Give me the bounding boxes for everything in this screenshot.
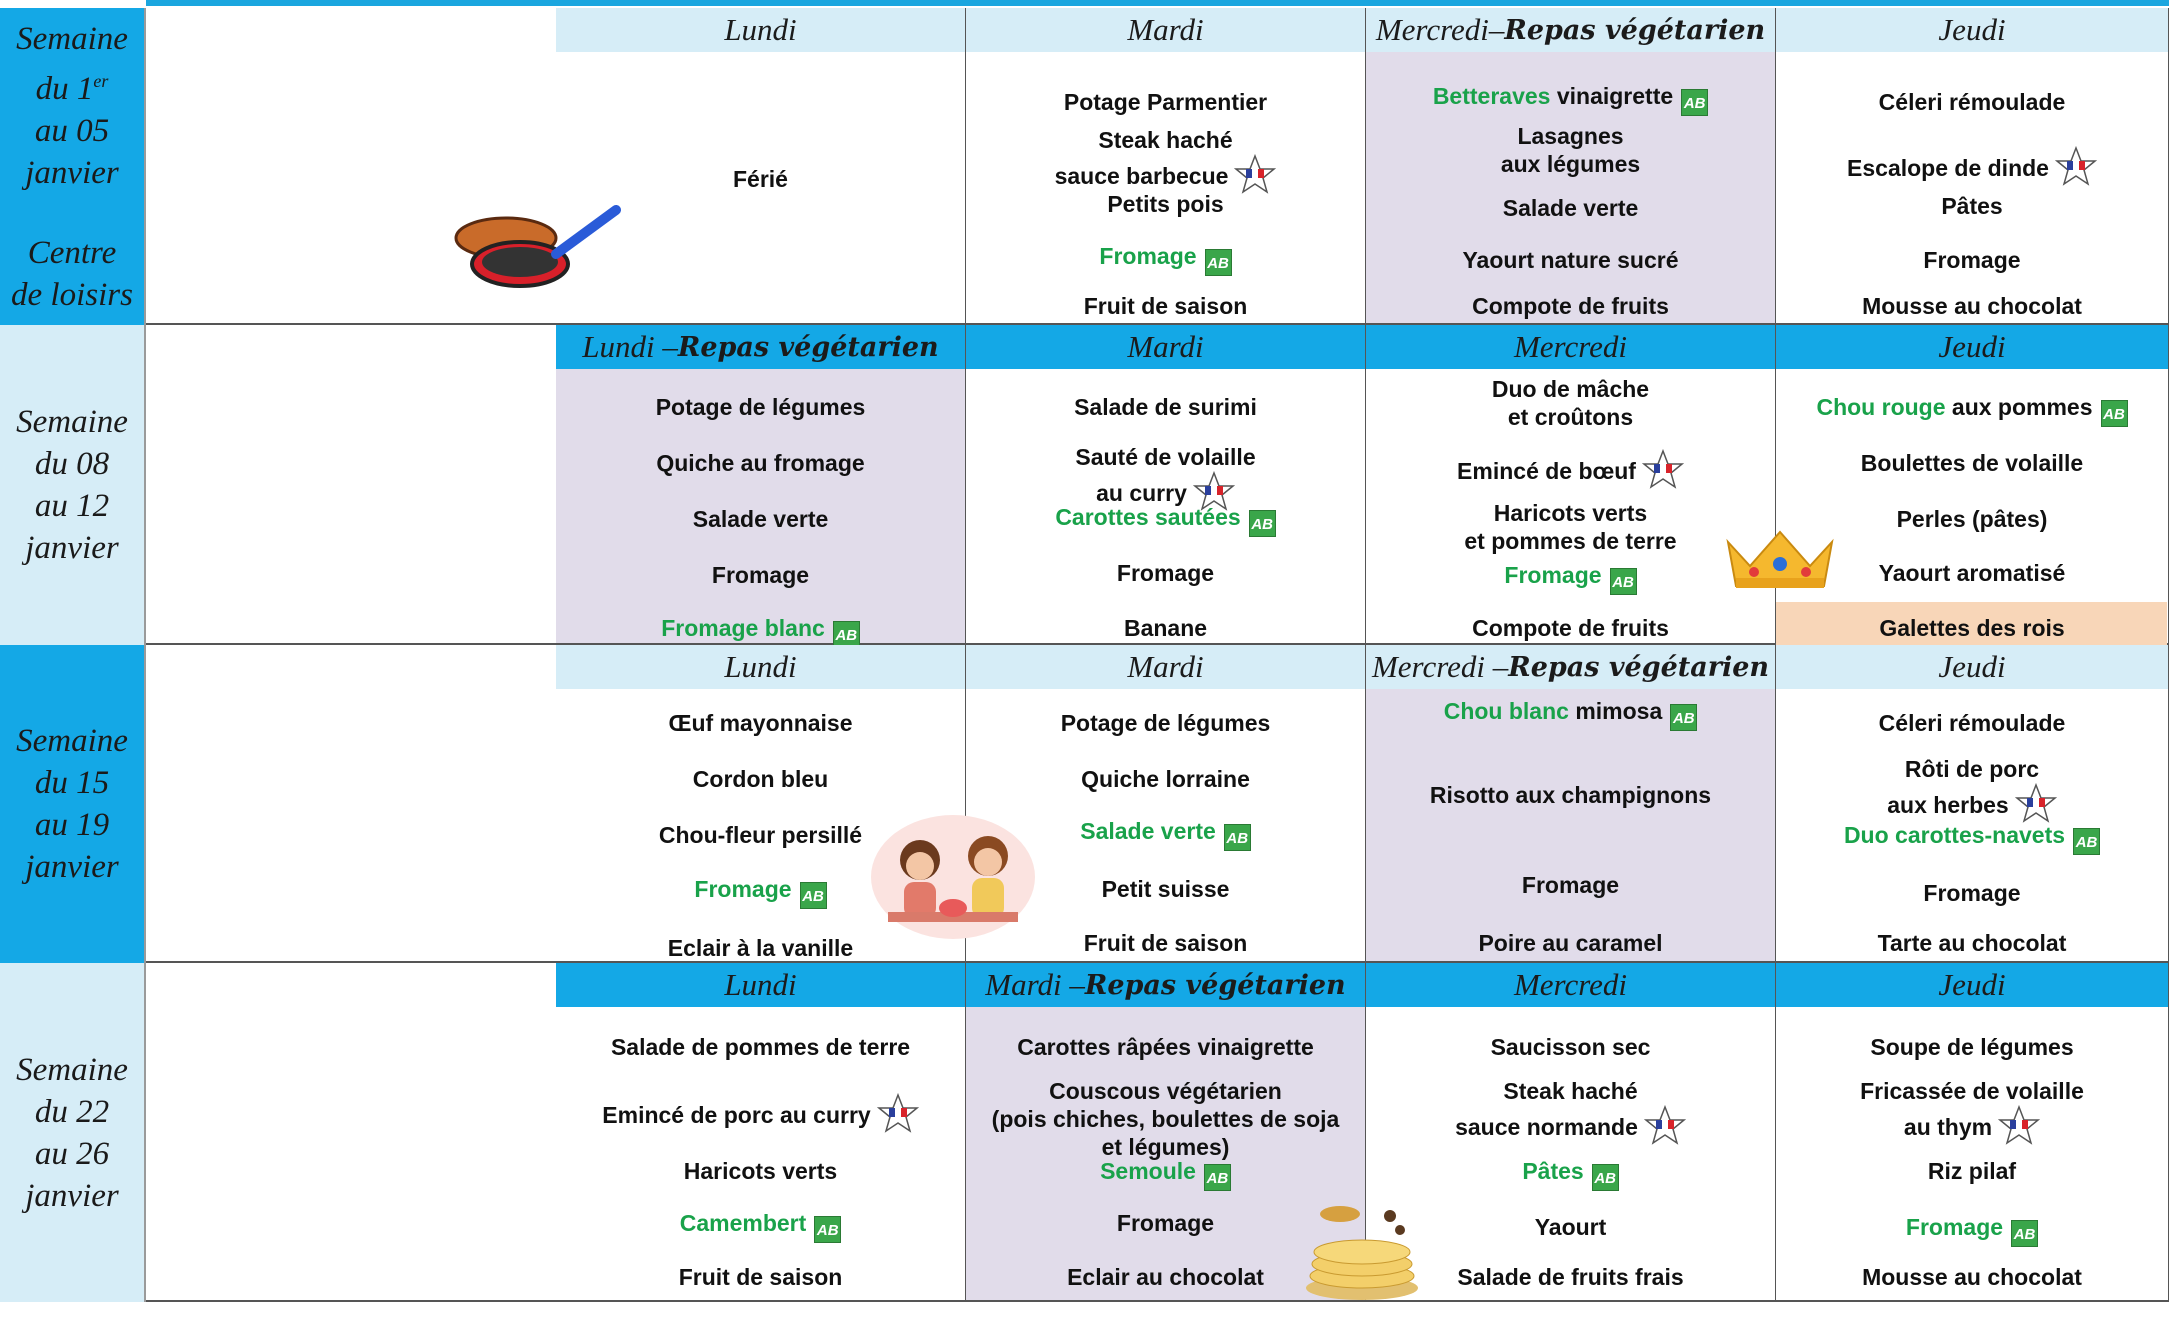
- menu-item: [1366, 122, 1775, 178]
- menu-item-text: Fromage: [1905, 1214, 2004, 1240]
- menu-item-text: Saucisson sec: [1490, 1034, 1651, 1060]
- top-bar: [146, 0, 2169, 6]
- menu-item: [556, 1093, 965, 1133]
- day-header: Jeudi: [1776, 963, 2169, 1007]
- menu-item: [1776, 449, 2168, 477]
- day-name: Mercredi–: [1375, 12, 1505, 47]
- week-label-line: du 1er: [35, 70, 109, 107]
- bio-ab-icon: AB: [1249, 510, 1276, 537]
- menu-item-text: et croûtons: [1507, 404, 1634, 430]
- menu-item-text: Céleri rémoulade: [1878, 710, 2066, 736]
- menu-item-text: Emincé de bœuf: [1457, 458, 1636, 484]
- menu-item: [966, 242, 1365, 276]
- menu-item: [1776, 88, 2168, 116]
- day-column: [1366, 369, 1776, 643]
- menu-item: [1366, 499, 1775, 555]
- menu-item-text: Haricots verts: [1493, 500, 1648, 526]
- bio-ab-icon: AB: [1205, 249, 1232, 276]
- week-label-line: au 12: [34, 488, 110, 524]
- menu-item: [556, 449, 965, 477]
- day-header: Lundi: [556, 963, 966, 1007]
- menu-item-text: Soupe de légumes: [1870, 1034, 2074, 1060]
- day-name: Mercredi –: [1371, 649, 1509, 684]
- bio-ab-icon: AB: [2073, 828, 2100, 855]
- menu-item: [966, 709, 1365, 737]
- menu-item: [1776, 821, 2168, 855]
- menu-item-text: Fromage: [1521, 872, 1620, 898]
- menu-item-text: Férié: [733, 166, 788, 192]
- menu-item-text: Fromage blanc: [661, 615, 825, 641]
- menu-item: [556, 1263, 965, 1291]
- crown-icon: [1724, 528, 1836, 590]
- menu-item-text: Chou-fleur persillé: [658, 822, 863, 848]
- bio-ingredient: Chou rouge: [1816, 394, 1946, 420]
- menu-item: [966, 765, 1365, 793]
- menu-item-text: Boulettes de volaille: [1860, 450, 2084, 476]
- bio-ab-icon: AB: [2101, 400, 2128, 427]
- week-block: [0, 645, 2169, 963]
- menu-item-text: Poire au caramel: [1478, 930, 1663, 956]
- menu-item: [1776, 246, 2168, 274]
- menu-item-text: Céleri rémoulade: [1878, 89, 2066, 115]
- menu-item-text: Mousse au chocolat: [1862, 1264, 2082, 1290]
- menu-item-text: (pois chiches, boulettes de soja: [991, 1106, 1340, 1132]
- week-label-line: janvier: [25, 849, 119, 885]
- menu-item-text: Semoule: [1100, 1158, 1196, 1184]
- day-column: [1776, 369, 2169, 643]
- menu-item: [1366, 871, 1775, 899]
- menu-item: [1776, 929, 2168, 957]
- menu-item-text: Lasagnes: [1517, 123, 1624, 149]
- menu-item-text: Petit suisse: [1101, 876, 1230, 902]
- menu-item: [556, 1033, 965, 1061]
- menu-item-text: Quiche au fromage: [656, 450, 865, 476]
- menu-item-text: mimosa: [1568, 698, 1663, 724]
- day-name: Lundi –: [582, 329, 678, 364]
- menu-item-text: Fromage: [694, 876, 792, 902]
- menu-item: [1366, 292, 1775, 320]
- viande-francaise-icon: [1234, 154, 1276, 194]
- menu-item-text: Petits pois: [1107, 191, 1224, 217]
- menu-item-text: Salade verte: [1502, 195, 1639, 221]
- menu-item-text: Duo de mâche: [1491, 376, 1650, 402]
- bio-ingredient: Chou blanc: [1443, 698, 1569, 724]
- menu-item: [966, 393, 1365, 421]
- menu-item: [966, 1157, 1365, 1191]
- menu-item-text: au curry: [1096, 480, 1187, 506]
- day-header: Mercredi: [1366, 325, 1776, 369]
- menu-item-text: Emincé de porc au curry: [602, 1102, 871, 1128]
- menu-item-text: Compote de fruits: [1472, 293, 1669, 319]
- menu-item: [556, 393, 965, 421]
- frying-pan-icon: [448, 200, 628, 296]
- menu-item-text: sauce normande: [1455, 1114, 1638, 1140]
- day-header: Lundi: [556, 8, 966, 52]
- menu-item-text: Fromage: [1504, 562, 1602, 588]
- day-column: [966, 369, 1366, 643]
- menu-item-text: Couscous végétarien: [1049, 1078, 1282, 1104]
- menu-item-text: Pâtes: [1522, 1158, 1584, 1184]
- vegetarian-label: Repas végétarien: [1508, 651, 1770, 683]
- tea-party-illustration: [868, 812, 1038, 942]
- day-header: Jeudi: [1776, 8, 2169, 52]
- menu-item-text: aux pommes: [1945, 394, 2093, 420]
- menu-item: [1776, 1157, 2168, 1185]
- menu-item-text: Duo carottes-navets: [1843, 822, 2066, 848]
- menu-item-text: Escalope de dinde: [1847, 155, 2049, 181]
- menu-item-text: Banane: [1123, 615, 1208, 641]
- menu-item-text: Yaourt: [1534, 1214, 1607, 1240]
- menu-item: [556, 561, 965, 589]
- menu-item: [966, 88, 1365, 116]
- menu-item-text: et pommes de terre: [1464, 528, 1677, 554]
- menu-item-text: Risotto aux champignons: [1429, 782, 1712, 808]
- day-header: [1366, 645, 1776, 689]
- day-header: Mercredi: [1366, 963, 1776, 1007]
- menu-item: [1776, 879, 2168, 907]
- menu-item-text: au thym: [1903, 1114, 1993, 1140]
- menu-item: [1776, 292, 2168, 320]
- menu-item-text: Fruit de saison: [1083, 293, 1248, 319]
- menu-item-text: Yaourt aromatisé: [1878, 560, 2066, 586]
- menu-item: [1776, 1033, 2168, 1061]
- menu-item-text: Quiche lorraine: [1081, 766, 1250, 792]
- day-header: [556, 325, 966, 369]
- week-label: [0, 645, 146, 963]
- menu-item-text: Mousse au chocolat: [1862, 293, 2082, 319]
- day-column: [556, 1007, 966, 1300]
- bio-ab-icon: AB: [1592, 1164, 1619, 1191]
- menu-item: [556, 765, 965, 793]
- bio-ab-icon: AB: [1670, 704, 1697, 731]
- vegetarian-label: Repas végétarien: [1504, 14, 1766, 46]
- day-header: Mardi: [966, 8, 1366, 52]
- menu-item-text: Pâtes: [1941, 193, 2003, 219]
- menu-item-text: Fromage: [1099, 243, 1197, 269]
- menu-item: [1366, 449, 1775, 489]
- day-header: [1366, 8, 1776, 52]
- day-header: Jeudi: [1776, 645, 2169, 689]
- viande-francaise-icon: [2055, 146, 2097, 186]
- menu-item-text: Haricots verts: [683, 1158, 838, 1184]
- menu-item: [556, 165, 965, 193]
- bio-ab-icon: AB: [2011, 1220, 2038, 1247]
- menu-item-text: Galettes des rois: [1879, 615, 2065, 641]
- menu-item-text: Potage de légumes: [655, 394, 866, 420]
- week-label-line: Semaine: [16, 723, 128, 759]
- day-column: [1776, 52, 2169, 323]
- menu-item-text: aux légumes: [1500, 151, 1641, 177]
- menu-item: [1366, 1033, 1775, 1061]
- week-label-line: janvier: [25, 154, 119, 191]
- day-column: [556, 369, 966, 643]
- week-label: [0, 8, 146, 325]
- menu-item: [1366, 781, 1775, 809]
- menu-item: [1776, 192, 2168, 220]
- viande-francaise-icon: [1644, 1105, 1686, 1145]
- menu-item: [1366, 614, 1775, 642]
- menu-item: [966, 443, 1365, 511]
- menu-item-text: Potage Parmentier: [1063, 89, 1268, 115]
- menu-item: [1366, 1077, 1775, 1145]
- day-column: [966, 52, 1366, 323]
- menu-item-text: Fromage: [1923, 880, 2021, 906]
- menu-item: [1366, 561, 1775, 595]
- menu-item-text: aux herbes: [1887, 792, 2009, 818]
- day-header: Mardi: [966, 325, 1366, 369]
- menu-item-text: Eclair à la vanille: [667, 935, 854, 961]
- week-label-line: du 15: [34, 765, 110, 801]
- viande-francaise-icon: [1642, 449, 1684, 489]
- menu-item: [1366, 246, 1775, 274]
- day-column: [1366, 1007, 1776, 1300]
- menu-item-text: Fruit de saison: [678, 1264, 843, 1290]
- menu-item-text: Fromage: [1116, 1210, 1215, 1236]
- menu-item-text: Steak haché: [1503, 1078, 1638, 1104]
- menu-item: [1776, 614, 2168, 642]
- day-header: Lundi: [556, 645, 966, 689]
- menu-item: [966, 1033, 1365, 1061]
- menu-item-text: Tarte au chocolat: [1877, 930, 2067, 956]
- week-label-line: au 26: [34, 1135, 110, 1172]
- menu-item: [966, 503, 1365, 537]
- menu-item-text: Fromage: [711, 562, 810, 588]
- bio-ab-icon: AB: [833, 621, 860, 648]
- week-label: [0, 963, 146, 1302]
- menu-item-text: Fromage: [1923, 247, 2021, 273]
- menu-item: [1366, 1213, 1775, 1241]
- week-label-line: du 08: [34, 446, 110, 482]
- menu-item: [556, 1157, 965, 1185]
- bio-ab-icon: AB: [800, 882, 827, 909]
- week-label: [0, 325, 146, 645]
- bio-ab-icon: AB: [814, 1216, 841, 1243]
- viande-francaise-icon: [877, 1093, 919, 1133]
- bio-ab-icon: AB: [1681, 89, 1708, 116]
- menu-item-text: Eclair au chocolat: [1067, 1264, 1264, 1290]
- week-label-line: au 05: [34, 112, 110, 149]
- week-label-line: Centre: [27, 234, 117, 271]
- menu-item-text: Salade de surimi: [1074, 394, 1257, 420]
- menu-item: [1366, 82, 1775, 116]
- menu-item-text: et légumes): [1101, 1134, 1230, 1160]
- week-label-line: du 22: [34, 1093, 110, 1130]
- viande-francaise-icon: [2015, 783, 2057, 823]
- menu-item: [1776, 1077, 2168, 1145]
- week-block: [0, 325, 2169, 645]
- menu-item: [556, 709, 965, 737]
- day-column: [1776, 689, 2169, 961]
- menu-item-text: Salade de pommes de terre: [610, 1034, 911, 1060]
- menu-item: [966, 190, 1365, 218]
- menu-item-text: Salade verte: [1080, 818, 1216, 844]
- menu-item: [966, 126, 1365, 194]
- menu-item: [1776, 1213, 2168, 1247]
- menu-item-text: Salade verte: [692, 506, 829, 532]
- week-block: [0, 963, 2169, 1302]
- day-column: [1366, 689, 1776, 961]
- bio-ingredient: Betteraves: [1432, 83, 1551, 109]
- day-header: [966, 963, 1366, 1007]
- menu-item-text: Œuf mayonnaise: [668, 710, 853, 736]
- menu-item-text: Camembert: [679, 1210, 807, 1236]
- day-column: [1776, 1007, 2169, 1300]
- menu-item-text: Steak haché: [1098, 127, 1233, 153]
- day-column: [1366, 52, 1776, 323]
- menu-item: [1776, 709, 2168, 737]
- menu-item: [1366, 697, 1775, 731]
- menu-item: [556, 1209, 965, 1243]
- week-label-line: au 19: [34, 807, 110, 843]
- menu-item-text: vinaigrette: [1550, 83, 1674, 109]
- menu-item: [966, 559, 1365, 587]
- menu-item: [1366, 1263, 1775, 1291]
- day-header: Jeudi: [1776, 325, 2169, 369]
- menu-item-text: sauce barbecue: [1054, 163, 1229, 189]
- menu-item: [966, 614, 1365, 642]
- week-label-line: janvier: [25, 1177, 119, 1214]
- week-block: [0, 8, 2169, 325]
- menu-item-text: Sauté de volaille: [1075, 444, 1256, 470]
- vegetarian-label: Repas végétarien: [677, 331, 939, 363]
- menu-item: [556, 614, 965, 648]
- vegetarian-label: Repas végétarien: [1084, 969, 1346, 1001]
- bio-ab-icon: AB: [1204, 1164, 1231, 1191]
- week-label-line: janvier: [25, 530, 119, 566]
- menu-item: [1776, 146, 2168, 186]
- menu-item-text: Carottes râpées vinaigrette: [1017, 1034, 1314, 1060]
- bio-ab-icon: AB: [1610, 568, 1637, 595]
- menu-item: [1366, 375, 1775, 431]
- menu-item: [1776, 1263, 2168, 1291]
- menu-item: [1366, 194, 1775, 222]
- week-label-line: Semaine: [16, 404, 128, 440]
- menu-item-text: Riz pilaf: [1927, 1158, 2017, 1184]
- menu-item: [966, 292, 1365, 320]
- menu-item-text: Fricassée de volaille: [1860, 1078, 2084, 1104]
- menu-item-text: Carottes sautées: [1055, 504, 1241, 530]
- menu-item: [1366, 1157, 1775, 1191]
- day-header: Mardi: [966, 645, 1366, 689]
- bio-ab-icon: AB: [1224, 824, 1251, 851]
- menu-item-text: Fruit de saison: [1083, 930, 1248, 956]
- pancakes-illustration: [1300, 1196, 1424, 1302]
- menu-item-text: Yaourt nature sucré: [1462, 247, 1679, 273]
- viande-francaise-icon: [1998, 1105, 2040, 1145]
- menu-item-text: Rôti de porc: [1904, 756, 2040, 782]
- menu-item-text: Fromage: [1116, 560, 1215, 586]
- menu-item: [556, 505, 965, 533]
- menu-item: [1366, 929, 1775, 957]
- menu-item-text: Potage de légumes: [1060, 710, 1271, 736]
- menu-item: [1776, 755, 2168, 823]
- menu-item-text: Cordon bleu: [692, 766, 829, 792]
- menu-item-text: Perles (pâtes): [1896, 506, 2048, 532]
- week-label-line: de loisirs: [11, 276, 133, 313]
- day-name: Mardi –: [985, 967, 1085, 1002]
- week-label-line: Semaine: [16, 1051, 128, 1088]
- menu-item: [1776, 393, 2168, 427]
- menu-item-text: Salade de fruits frais: [1457, 1264, 1684, 1290]
- menu-item-text: Compote de fruits: [1472, 615, 1669, 641]
- week-label-line: Semaine: [16, 20, 128, 57]
- menu-item: [966, 1077, 1365, 1161]
